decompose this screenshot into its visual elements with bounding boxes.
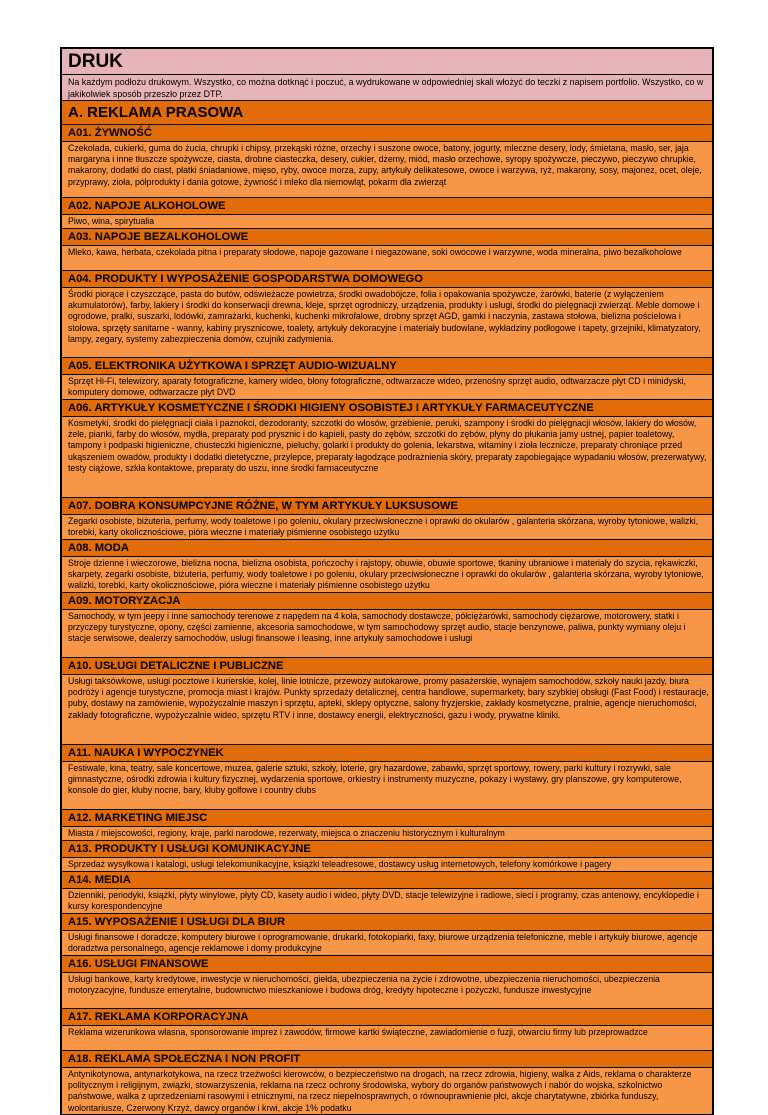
category-heading: A13. PRODUKTY I USŁUGI KOMUNIKACYJNE (62, 841, 712, 858)
category-description: Kosmetyki, środki do pielęgnacji ciała i paznokci, dezodoranty, szczotki do włosów, grzebienie, peruki, szampony i środki do pielęgnacji włosów, lakiery do włosów, żele, pianki, farby do włosów, mydła, preparaty pod prysznic i do kąpieli, pasty do zębów, szczotki do zębów, płyny do płukania jamy ustnej, papier toaletowy, tampony i podpaski higieniczne, chusteczki higieniczne, pieluchy, golarki i produkty do golenia, lekarstwa, witaminy i zioła lecznicze, preparaty chroniące przed ukąszeniem owadów, produkty i dodatki dietetyczne, przylepce, preparaty łagodzące podrażnienia skóry, preparaty zapobiegające wypadaniu włosów, prezerwatywy, testy ciążowe, szkła kontaktowe, preparaty do uszu, inne środki farmaceutyczne (62, 417, 712, 498)
category-heading: A04. PRODUKTY I WYPOSAŻENIE GOSPODARSTWA DOMOWEGO (62, 271, 712, 288)
category-description: Zegarki osobiste, biżuteria, perfumy, wody toaletowe i po goleniu, okulary przeciwsłoneczne i oprawki do okularów , galanteria skórzana, wyroby tytoniowe, walizki, torebki, karty okolicznościowe, pióra wieczne i materiały piśmienne osobistego użytku (62, 515, 712, 540)
section-heading: A. REKLAMA PRASOWA (62, 101, 712, 125)
category-description: Czekolada, cukierki, guma do żucia, chrupki i chipsy, przekąski różne, orzechy i suszone owoce, batony, jogurty, mleczne desery, lody, śmietana, masło, ser, jaja margaryna i inne tłuszcze spożywcze, ciasta, drobne ciasteczka, desery, cukier, dżemy, miód, masło orzechowe, syropy spożywcze, pieczywo, pieczywo chrupkie, makarony, dodatki do ciast, płatki śniadaniowe, mięso, ryby, owoce morza, zupy, artykuły delikatesowe, owoce i warzywa, ryż, makarony, sosy, majonez, ocet, oleje, przyprawy, zioła, półprodukty i dania gotowe, żywność i mleko dla niemowląt, pokarm dla zwierząt (62, 142, 712, 198)
category-description: Usługi taksówkowe, usługi pocztowe i kurierskie, kolej, linie lotnicze, przewozy autokarowe, promy pasażerskie, wynajem samochodów, szkoły nauki jazdy, biura podróży i agencje turystyczne, promocja miast i krajów. Punkty sprzedaży detalicznej, centra handlowe, supermarkety, bary szybkiej obsługi (Fast Food) i restauracje, puby, dostawy na zamówienie, wypożyczalnie maszyn i sprzętu, apteki, sklepy optyczne, salony fryzjerskie, zakłady kosmetyczne, pralnie, agencje nieruchomości, zakłady fotograficzne, wypożyczalnie wideo, sprzętu RTV i inne, dostawcy energii, elektryczności, gazu i wody, prywatne kliniki. (62, 675, 712, 745)
category-heading: A08. MODA (62, 540, 712, 557)
category-description: Sprzedaż wysyłkowa i katalogi, usługi telekomunikacyjne, książki teleadresowe, dostawcy usług internetowych, telefony komórkowe i pagery (62, 858, 712, 872)
category-description: Usługi bankowe, karty kredytowe, inwestycje w nieruchomości, giełda, ubezpieczenia na życie i zdrowotne, ubezpieczenia nieruchomości, ubezpieczenia motoryzacyjne, fundusze emerytalne, budownictwo mieszkaniowe i budowa dróg, kredyty hipoteczne i pożyczki, fundusze inwestycyjne (62, 973, 712, 1009)
category-description: Usługi finansowe i doradcze, komputery biurowe i oprogramowanie, drukarki, fotokopiarki, faxy, biurowe urządzenia telefoniczne, meble i artykuły biurowe, agencje doradztwa personalnego, agencje reklamowe i domy produkcyjne (62, 931, 712, 956)
category-heading: A14. MEDIA (62, 872, 712, 889)
category-heading: A01. ŻYWNOŚĆ (62, 125, 712, 142)
category-heading: A11. NAUKA I WYPOCZYNEK (62, 745, 712, 762)
category-description: Piwo, wina, spirytualia (62, 215, 712, 229)
category-description: Miasta / miejscowości, regiony, kraje, parki narodowe, rezerwaty, miejsca o znaczeniu historycznym i kulturalnym (62, 827, 712, 841)
category-heading: A18. REKLAMA SPOŁECZNA I NON PROFIT (62, 1051, 712, 1068)
category-description: Dzienniki, periodyki, książki, płyty winylowe, płyty CD, kasety audio i wideo, płyty DVD, stacje telewizyjne i radiowe, sieci i programy, czas antenowy, encyklopedie i kursy korespondencyjne (62, 889, 712, 914)
category-heading: A09. MOTORYZACJA (62, 593, 712, 610)
document-title: DRUK (62, 49, 712, 75)
category-description: Festiwale, kina, teatry, sale koncertowe, muzea, galerie sztuki, szkoły, loterie, gry hazardowe, zabawki, sprzęt sportowy, rowery, parki kultury i rozrywki, sale gimnastyczne, ośrodki zdrowia i kultury fizycznej, wydarzenia sportowe, orkiestry i instrumenty muzyczne, pokazy i wystawy, gry planszowe, gry komputerowe, konsole do gier, kluby nocne, bary, kluby golfowe i country clubs (62, 762, 712, 810)
category-description: Reklama wizerunkowa własna, sponsorowanie imprez i zawodów, firmowe kartki świąteczne, zawiadomienie o fuzji, otwarciu firmy lub przeprowadzce (62, 1026, 712, 1051)
category-heading: A03. NAPOJE BEZALKOHOLOWE (62, 229, 712, 246)
category-heading: A02. NAPOJE ALKOHOLOWE (62, 198, 712, 215)
category-description: Sprzęt Hi-Fi, telewizory, aparaty fotograficzne, kamery wideo, błony fotograficzne, odtwarzacze wideo, przenośny sprzęt audio, odtwarzacze płyt CD i minidyski, komputery domowe, odtwarzacze płyt DVD (62, 375, 712, 400)
category-description: Środki piorące i czyszczące, pasta do butów, odświeżacze powietrza, środki owadobójcze, folia i opakowania spożywcze, żarówki, baterie (z wyłączeniem akumulatorów), farby, lakiery i środki do konserwacji drewna, kleje, sprzęt ogrodniczy, urządzenia, produkty i usługi, środki do pielęgnacji zwierząt. Meble domowe i ogrodowe, pralki, suszarki, lodówki, zamrażarki, kuchenki, kuchenki mikrofalowe, drobny sprzęt AGD, gamki i naczynia, zastawa stołowa, bielizna pościelowa i stołowa, sprzęty sanitarne - wanny, kabiny prysznicowe, toalety, artykuły dekoracyjne i materiały budowlane, wykładziny podłogowe i tapety, grzejniki, klimatyzatory, lampy, zegary, systemy zabezpieczenia domów, czujniki zadymienia. (62, 288, 712, 358)
category-heading: A06. ARTYKUŁY KOSMETYCZNE I ŚRODKI HIGIENY OSOBISTEJ I ARTYKUŁY FARMACEUTYCZNE (62, 400, 712, 417)
category-list (62, 125, 712, 1115)
category-heading: A16. USŁUGI FINANSOWE (62, 956, 712, 973)
category-heading: A17. REKLAMA KORPORACYJNA (62, 1009, 712, 1026)
category-description: Samochody, w tym jeepy i inne samochody terenowe z napędem na 4 koła, samochody dostawcze, półciężarówki, samochody ciężarowe, motorowery, statki i przyczepy turystyczne, opony, części zamienne, akcesoria samochodowe, w tym samochodowy sprzęt audio, stacje benzynowe, paliwa, punkty wymiany oleju i stacje serwisowe, dealerzy samochodów, usługi finansowe i leasing, inne artykuły samochodowe i usługi (62, 610, 712, 658)
category-description: Stroje dzienne i wieczorowe, bielizna nocna, bielizna osobista, pończochy i rajstopy, obuwie, obuwie sportowe, tkaniny ubraniowe i materiały do szycia, rękawiczki, skarpety, zegarki osobiste, biżuteria, perfumy, wody toaletowe i po goleniu, okulary przeciwsłoneczne i oprawki do okularów , galanteria skórzana, wyroby tytoniowe, walizki, torebki, karty okolicznościowe, pióra wieczne i materiały piśmienne osobistego użytku (62, 557, 712, 593)
category-heading: A15. WYPOSAŻENIE I USŁUGI DLA BIUR (62, 914, 712, 931)
category-sheet (60, 47, 714, 1115)
category-heading: A05. ELEKTRONIKA UŻYTKOWA I SPRZĘT AUDIO-WIZUALNY (62, 358, 712, 375)
category-description: Antynikotynowa, antynarkotykowa, na rzecz trzeźwości kierowców, o bezpieczeństwo na drogach, na rzecz zdrowia, higieny, walka z Aids, reklama o charakterze politycznym i religijnym, związki, stowarzyszenia, reklama na rzecz ochrony środowiska, wybory do organów państwowych i nabór do wojska, szkolnictwo państwowe, walka z uprzedzeniami rasowymi i etnicznymi, na rzecz niepełnosprawnych, o równouprawnienie płci, akcje charytatywne, zbiórka funduszy, wolontariusze, Czerwony Krzyż, dawcy organów i krwi, akcje 1% podatku (62, 1068, 712, 1115)
category-heading: A12. MARKETING MIEJSC (62, 810, 712, 827)
intro-text: Na każdym podłożu drukowym. Wszystko, co można dotknąć i poczuć, a wydrukowane w odpowiedniej skali włożyć do teczki z napisem portfolio. Wszystko, co w jakikolwiek sposób przeszło przez DTP. (62, 75, 712, 101)
category-heading: A07. DOBRA KONSUMPCYJNE RÓŻNE, W TYM ARTYKUŁY LUKSUSOWE (62, 498, 712, 515)
category-description: Mleko, kawa, herbata, czekolada pitna i preparaty słodowe, napoje gazowane i niegazowane, soki owocowe i warzywne, woda mineralna, piwo bezalkoholowe (62, 246, 712, 271)
category-heading: A10. USŁUGI DETALICZNE I PUBLICZNE (62, 658, 712, 675)
